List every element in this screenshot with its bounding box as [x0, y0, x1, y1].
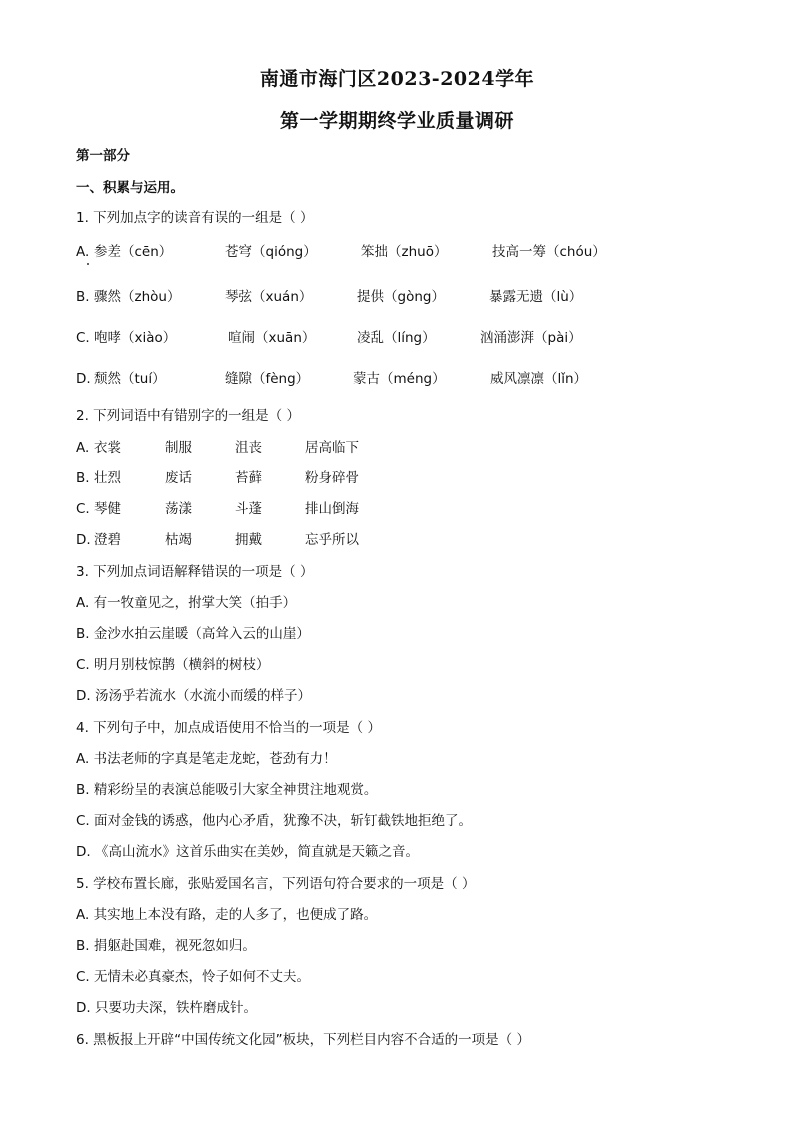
option-item: 忘乎所以	[305, 532, 359, 548]
question-5-option-b: B. 捐躯赴国难，视死忽如归。	[76, 938, 256, 954]
question-5-option-c: C. 无情未必真豪杰，怜子如何不丈夫。	[76, 969, 311, 985]
option-item: 衣裳	[94, 440, 121, 456]
question-5-option-d: D. 只要功夫深，铁杵磨成针。	[76, 1000, 257, 1016]
question-4-option-a: A. 书法老师的字真是笔走龙蛇，苍劲有力！	[76, 751, 337, 767]
option-item: 缝隙（fèng）	[225, 371, 310, 387]
option-item: 壮烈	[94, 470, 121, 486]
option-item: 枯竭	[165, 532, 192, 548]
option-label: D.	[76, 371, 91, 387]
option-item: 制服	[165, 440, 192, 456]
question-4-option-d: D. 《高山流水》这首乐曲实在美妙，简直就是天籁之音。	[76, 844, 419, 860]
emphasis-dot	[87, 263, 89, 265]
option-item: 汹涌澎湃（pài）	[480, 330, 582, 346]
option-label: C.	[76, 330, 90, 346]
question-5-stem: 5. 学校布置长廊，张贴爱国名言，下列语句符合要求的一项是（ ）	[76, 876, 476, 892]
option-label: B.	[76, 289, 90, 305]
option-item: 骤然（zhòu）	[94, 289, 181, 305]
part-heading: 第一部分	[76, 148, 130, 164]
option-item: 笨拙（zhuō）	[361, 244, 448, 260]
option-item: 咆哮（xiào）	[94, 330, 177, 346]
option-item: 提供（gòng）	[357, 289, 445, 305]
document-title-line2: 第一学期期终学业质量调研	[279, 110, 514, 132]
option-label: B.	[76, 470, 90, 486]
question-3-option-b: B. 金沙水拍云崖暖（高耸入云的山崖）	[76, 626, 310, 642]
option-item: 颓然（tuí）	[94, 371, 166, 387]
question-3-option-a: A. 有一牧童见之，拊掌大笑（拍手）	[76, 595, 297, 611]
option-label: D.	[76, 532, 91, 548]
question-3-option-d: D. 汤汤乎若流水（水流小而缓的样子）	[76, 688, 311, 704]
question-2-stem: 2. 下列词语中有错别字的一组是（ ）	[76, 408, 300, 424]
question-4-option-c: C. 面对金钱的诱惑，他内心矛盾，犹豫不决，斩钉截铁地拒绝了。	[76, 813, 473, 829]
option-item: 蒙古（méng）	[353, 371, 446, 387]
option-item: 粉身碎骨	[305, 470, 359, 486]
question-1-stem: 1. 下列加点字的读音有误的一组是（ ）	[76, 210, 314, 226]
option-label: A.	[76, 244, 90, 260]
option-item: 琴健	[94, 501, 121, 517]
option-item: 沮丧	[235, 440, 262, 456]
option-item: 荡漾	[165, 501, 192, 517]
question-6-stem: 6. 黑板报上开辟“中国传统文化园”板块，下列栏目内容不合适的一项是（ ）	[76, 1032, 530, 1048]
option-item: 斗蓬	[235, 501, 262, 517]
option-item: 暴露无遗（lù）	[489, 289, 583, 305]
question-3-option-c: C. 明月别枝惊鹊（横斜的树枝）	[76, 657, 270, 673]
option-item: 威风凛凛（lǐn）	[490, 371, 588, 387]
option-item: 澄碧	[94, 532, 121, 548]
question-5-option-a: A. 其实地上本没有路，走的人多了，也便成了路。	[76, 907, 378, 923]
option-item: 喧闹（xuān）	[228, 330, 316, 346]
section-heading: 一、积累与运用。	[76, 180, 184, 196]
option-label: A.	[76, 440, 90, 456]
option-item: 居高临下	[305, 440, 359, 456]
option-item: 技高一筹（chóu）	[492, 244, 606, 260]
option-item: 凌乱（líng）	[357, 330, 436, 346]
document-title-line1: 南通市海门区2023-2024学年	[259, 68, 535, 90]
option-item: 苔藓	[235, 470, 262, 486]
option-item: 排山倒海	[305, 501, 359, 517]
question-4-stem: 4. 下列句子中，加点成语使用不恰当的一项是（ ）	[76, 720, 381, 736]
question-4-option-b: B. 精彩纷呈的表演总能吸引大家全神贯注地观赏。	[76, 782, 378, 798]
option-item: 废话	[165, 470, 192, 486]
option-item: 参差（cēn）	[94, 244, 173, 260]
option-label: C.	[76, 501, 90, 517]
option-item: 琴弦（xuán）	[225, 289, 313, 305]
option-item: 拥戴	[235, 532, 262, 548]
question-3-stem: 3. 下列加点词语解释错误的一项是（ ）	[76, 564, 314, 580]
option-item: 苍穹（qióng）	[225, 244, 317, 260]
